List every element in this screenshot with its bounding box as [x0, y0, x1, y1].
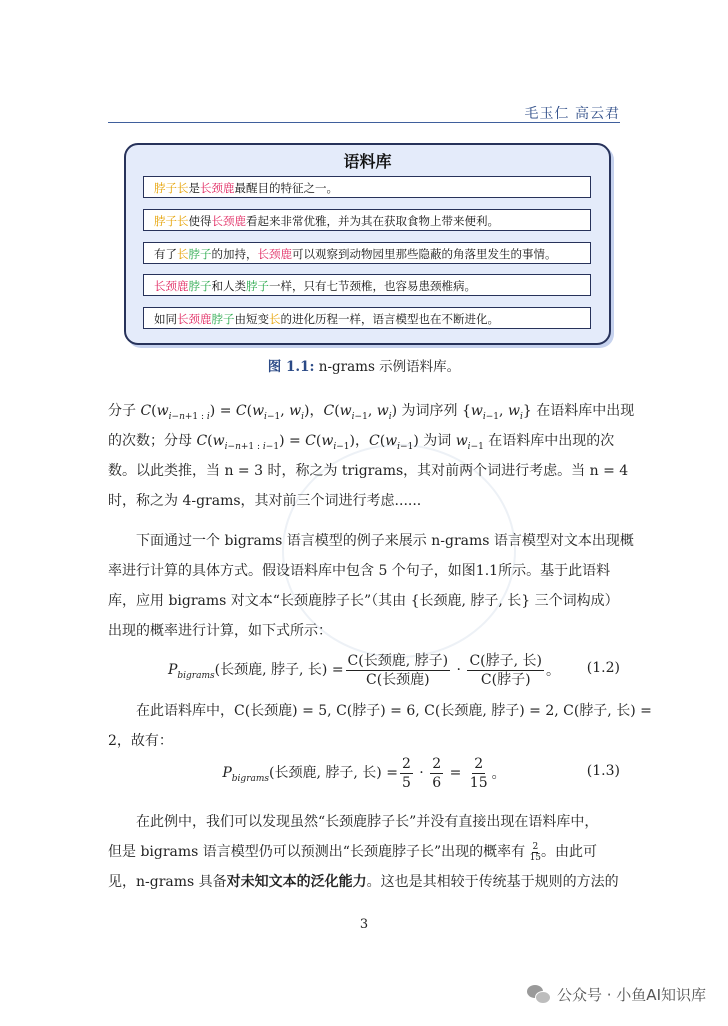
corpus-sentence: [143, 242, 591, 264]
wechat-icon: [527, 985, 551, 1005]
text-line: 见，n-grams 具备对未知文本的泛化能力。这也是其相较于传统基于规则的方法的: [108, 874, 619, 890]
highlighted-word: 长颈鹿: [211, 214, 246, 228]
highlighted-word: 长颈鹿: [257, 247, 292, 261]
corpus-sentence: [143, 209, 591, 231]
text-line: 但是 bigrams 语言模型仍可以预测出“长颈鹿脖子长”出现的概率有 $\frac{2}{15}$ 。由此可: [108, 841, 598, 863]
text-line: 时，称之为 4-grams，其对前三个词进行考虑......: [108, 493, 422, 509]
paragraph-4: [108, 807, 620, 897]
sentence-text: 是: [188, 181, 200, 195]
wechat-label: 公众号 · 小鱼AI知识库: [557, 986, 706, 1004]
figure-caption-label: 图 1.1:: [267, 359, 315, 375]
corpus-title: 语料库: [343, 152, 392, 171]
highlighted-word: 脖子长: [154, 181, 189, 195]
header-authors: 毛玉仁 高云君: [524, 106, 620, 122]
page-number: 3: [359, 917, 369, 932]
text-line: 的次数；分母 $C(w_{i-n+1 : i-1}) = C(w_{i-1})$，$C(w_{i-1})$ 为词 $w_{i-1}$ 在语料库中出现的次: [108, 433, 615, 452]
fraction: $\frac{2}{5}$: [401, 755, 411, 791]
corpus-sentence: [143, 176, 591, 198]
text-line: 在此语料库中，C(长颈鹿) = 5, C(脖子) = 6, C(长颈鹿, 脖子) = 2, C(脖子, 长) =: [136, 703, 652, 719]
sentence-text: 一样，只有七节颈椎，也容易患颈椎病。: [269, 279, 476, 293]
highlighted-word: 脖子: [211, 312, 235, 326]
fraction: $\frac{2}{6}$: [432, 755, 442, 791]
paragraph-1: [108, 396, 635, 516]
sentence-text: 由短变: [234, 312, 269, 326]
sentence-text: 看起来非常优雅，并为其在获取食物上带来便利。: [246, 214, 499, 228]
highlighted-word: 长颈鹿: [154, 279, 189, 293]
text-line: 出现的概率进行计算，如下式所示：: [108, 623, 332, 639]
bold-emphasis: 对未知文本的泛化能力: [226, 874, 367, 890]
sentence-text: 的进化历程一样，语言模型也在不断进化。: [280, 312, 499, 326]
sentence-text: 有了: [154, 247, 177, 261]
paragraph-2: [108, 526, 634, 646]
sentence-text: 和人类: [211, 279, 246, 293]
text-line: 分子 $C(w_{i-n+1 : i}) = C(w_{i-1}$, $w_i$)，$C(w_{i-1}$, $w_i$) 为词序列 {$w_{i-1}$, $w_i$} 在语料库中出现: [108, 403, 635, 422]
figure-caption: [0, 355, 728, 375]
fraction: $\frac{\text{C(长颈鹿, 脖子)}}{\text{C(长颈鹿)}}$: [347, 652, 449, 688]
sentence-text: 最醒目的特征之一。: [234, 181, 338, 195]
paragraph-3: [108, 696, 652, 756]
corpus-sentence: [143, 274, 591, 296]
eq-lhs: $P_{bigrams}$(长颈鹿, 脖子, 长) =: [167, 662, 344, 681]
sentence-text: 的加持，: [211, 247, 258, 261]
inline-fraction: $\frac{2}{15}$: [529, 841, 542, 863]
corpus-sentence: [143, 307, 591, 329]
equation-1-3: $P_{bigrams}$(长颈鹿, 脖子, 长) = $\frac{2}{5}$ · $\frac{2}{6}$ = $\frac{2}{15}$ 。 (1.3): [222, 755, 620, 791]
highlighted-word: 脖子: [188, 247, 212, 261]
sentence-text: 使得: [188, 214, 212, 228]
text-line: 2，故有：: [108, 733, 173, 749]
equation-number: (1.2): [586, 660, 620, 676]
equation-1-2: $P_{bigrams}$(长颈鹿, 脖子, 长) = $\frac{\text{C(长颈鹿, 脖子)}}{\text{C(长颈鹿)}}$ · $\frac{\text{C(脖子, 长)}}{\text{C(脖子)}}$ 。 (1.2): [167, 652, 620, 688]
text-line: 数。以此类推，当 n = 3 时，称之为 trigrams，其对前两个词进行考虑。当 n = 4: [108, 463, 629, 479]
highlighted-word: 脖子长: [154, 214, 189, 228]
highlighted-word: 脖子: [188, 279, 212, 293]
figure-caption-text: n-grams 示例语料库。: [314, 359, 461, 375]
corpus-figure: [124, 143, 611, 345]
highlighted-word: 长: [269, 312, 281, 326]
header-rule: [108, 122, 620, 123]
equation-number: (1.3): [586, 763, 620, 779]
text-line: 在此例中，我们可以发现虽然“长颈鹿脖子长”并没有直接出现在语料库中，: [136, 814, 599, 830]
text-line: 下面通过一个 bigrams 语言模型的例子来展示 n-grams 语言模型对文本出现概: [136, 533, 634, 549]
fraction: $\frac{2}{15}$: [469, 755, 488, 791]
sentence-text: 可以观察到动物园里那些隐蔽的角落里发生的事情。: [292, 247, 557, 261]
text-line: 率进行计算的具体方式。假设语料库中包含 5 个句子，如图1.1所示。基于此语料: [108, 563, 611, 579]
highlighted-word: 长: [177, 247, 189, 261]
eq-lhs: $P_{bigrams}$(长颈鹿, 脖子, 长) =: [222, 765, 398, 784]
sentence-text: 如同: [154, 312, 177, 326]
wechat-watermark: [527, 984, 706, 1005]
fraction: $\frac{\text{C(脖子, 长)}}{\text{C(脖子)}}$: [469, 652, 542, 688]
highlighted-word: 脖子: [246, 279, 269, 293]
highlighted-word: 长颈鹿: [200, 181, 235, 195]
text-line: 库，应用 bigrams 对文本“长颈鹿脖子长”（其由 {长颈鹿, 脖子, 长} 三个词构成）: [108, 593, 619, 609]
highlighted-word: 长颈鹿: [177, 312, 212, 326]
